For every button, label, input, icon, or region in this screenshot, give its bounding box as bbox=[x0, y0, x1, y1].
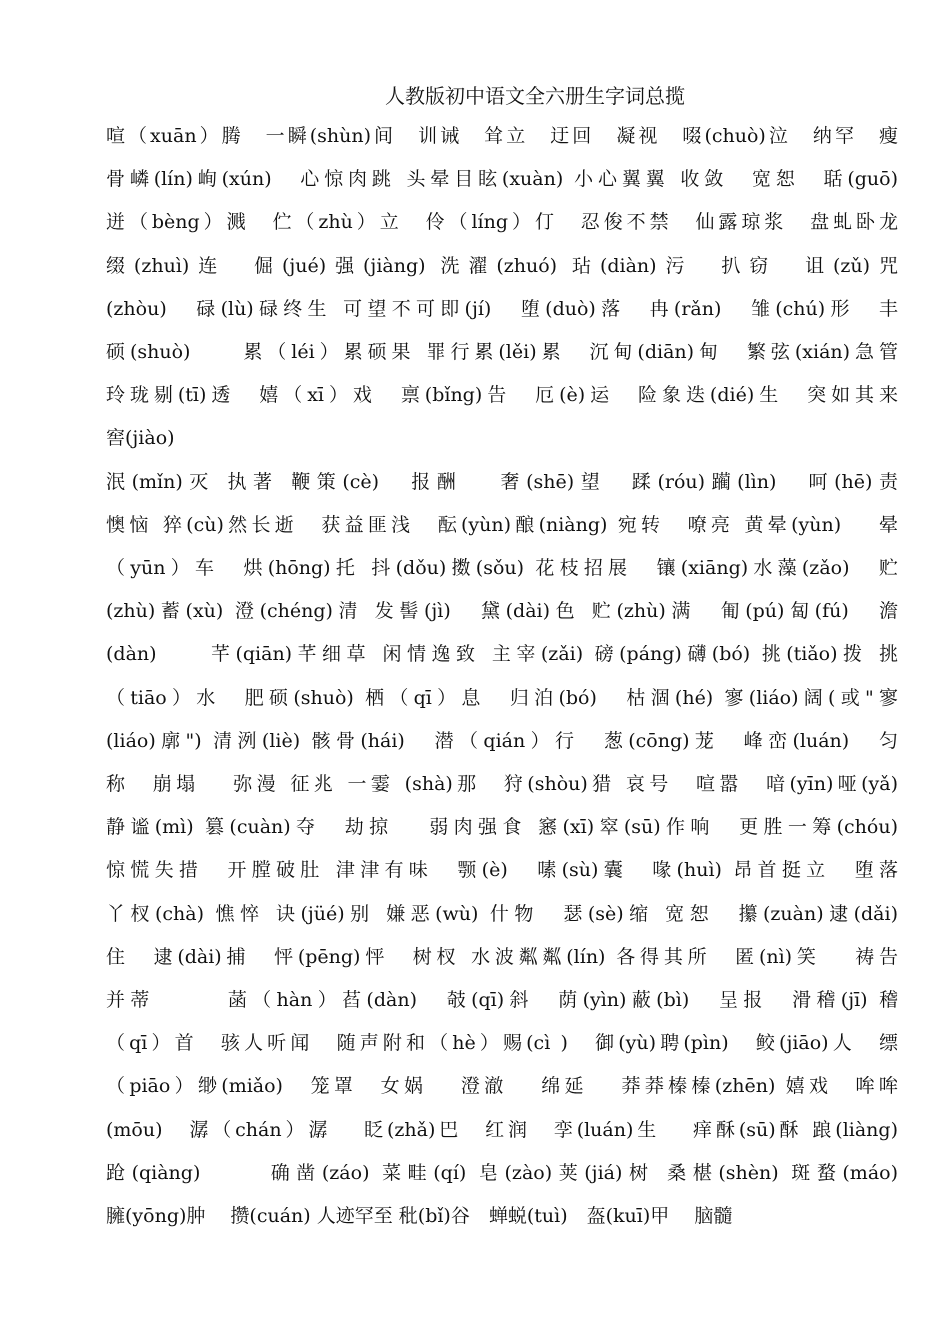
vocabulary-line: (dàn) 芊(qiān)芊细草 闲情逸致 主宰(zǎi) 磅(páng)礴(bó) 挑(tiǎo)拨 挑 bbox=[106, 643, 898, 666]
vocabulary-line: 泯(mǐn)灭 执著 鞭策(cè) 报酬 奢(shē)望 蹂(róu)躏(lìn) 呵(hē)责 bbox=[106, 470, 898, 493]
vocabulary-line: （yūn）车 烘(hōng)托 抖(dǒu)擞(sǒu) 花枝招展 镶(xiāng)水藻(zǎo) 贮 bbox=[106, 557, 898, 579]
vocabulary-line: 称 崩塌 弥漫 征兆 一霎 (shà)那 狩(shòu)猎 哀号 喧嚣 喑(yīn)哑(yǎ) bbox=[106, 773, 898, 795]
vocabulary-line: （tiāo）水 肥硕(shuò) 栖（qī）息 归泊(bó) 枯涸(hé) 寥(liáo)阔(或"寥 bbox=[106, 686, 898, 709]
vocabulary-line: 玲珑剔(tī)透 嬉（xī）戏 禀(bǐng)告 厄(è)运 险象迭(dié)生 突如其来 bbox=[106, 384, 898, 407]
document-title: 人教版初中语文全六册生字词总揽 bbox=[385, 84, 685, 108]
vocabulary-line: 静谧(mì) 篡(cuàn)夺 劫掠 弱肉强食 窸(xī)窣(sū)作响 更胜一筹(chóu) bbox=[106, 816, 898, 839]
vocabulary-line: 懊恼 猝(cù)然长逝 获益匪浅 酝(yùn)酿(niàng) 宛转 嘹亮 黄晕(yùn) 晕 bbox=[106, 513, 898, 536]
vocabulary-line: 跄(qiàng) 确凿(záo) 菜畦(qí) 皂(zào)荚(jiá)树 桑椹(shèn) 斑蝥(máo) bbox=[106, 1161, 898, 1184]
vocabulary-line: 住 逮(dài)捕 怦(pēng)怦 树杈 水波粼粼(lín) 各得其所 匿(nì)笑 祷告 bbox=[106, 945, 898, 968]
vocabulary-line: (zhòu) 碌(lù)碌终生 可望不可即(jí) 堕(duò)落 冉(rǎn) 雏(chú)形 丰 bbox=[106, 297, 898, 320]
vocabulary-line: （piāo）缈(miǎo) 笼罩 女娲 澄澈 绵延 莽莽榛榛(zhēn) 嬉戏 哞哞 bbox=[106, 1075, 898, 1098]
vocabulary-line: (mōu) 潺（chán）潺 眨(zhǎ)巴 红润 孪(luán)生 痒酥(sū)酥 踉(liàng) bbox=[106, 1118, 898, 1141]
vocabulary-line: 丫杈(chà) 憔悴 诀(jüé)别 嫌恶(wù) 什物 瑟(sè)缩 宽恕 攥(zuàn)逮(dǎi) bbox=[106, 902, 898, 925]
vocabulary-line: 并蒂 菡（hàn）萏(dàn) 攲(qī)斜 荫(yìn)蔽(bì) 呈报 滑稽(jī) 稽 bbox=[106, 989, 898, 1011]
vocabulary-line: 喧（xuān）腾 一瞬(shùn)间 训诫 耸立 迂回 凝视 啜(chuò)泣 纳罕 瘦 bbox=[106, 125, 898, 147]
vocabulary-line: (zhù)蓄(xù) 澄(chéng)清 发髻(jì) 黛(dài)色 贮(zhù)满 匍(pú)匐(fú) 澹 bbox=[106, 600, 898, 623]
vocabulary-line: 臃(yōng)肿 攒(cuán) 人迹罕至 秕(bǐ)谷 蝉蜕(tuì) 盔(kuī)甲 脑髓 bbox=[106, 1205, 733, 1227]
vocabulary-line: 惊慌失措 开膛破肚 津津有味 颚(è) 嗉(sù)囊 喙(huì) 昂首挺立 堕落 bbox=[106, 859, 898, 882]
vocabulary-line: 缀(zhuì)连 倔(jué)强(jiàng) 洗濯(zhuó) 玷(diàn)污 扒窃 诅(zǔ)咒 bbox=[106, 254, 898, 277]
vocabulary-line: 硕(shuò) 累（léi）累硕果 罪行累(lěi)累 沉甸(diān)甸 繁弦(xián)急管 bbox=[106, 341, 898, 363]
vocabulary-line: 窖(jiào) bbox=[106, 427, 175, 450]
vocabulary-line: （qī）首 骇人听闻 随声附和（hè）赐(cì ) 御(yù)聘(pìn) 鲛(jiāo)人 缥 bbox=[106, 1032, 898, 1055]
vocabulary-line: 骨嶙(lín)峋(xún) 心惊肉跳 头晕目眩(xuàn) 小心翼翼 收敛 宽恕 聒(guō) bbox=[106, 168, 898, 191]
vocabulary-line: (liáo)廓") 清洌(liè) 骸骨(hái) 潜（qián）行 葱(cōng)茏 峰峦(luán) 匀 bbox=[106, 729, 898, 752]
vocabulary-line: 迸（bèng）溅 伫（zhù）立 伶（líng）仃 忍俊不禁 仙露琼浆 盘虬卧龙 bbox=[106, 211, 898, 234]
